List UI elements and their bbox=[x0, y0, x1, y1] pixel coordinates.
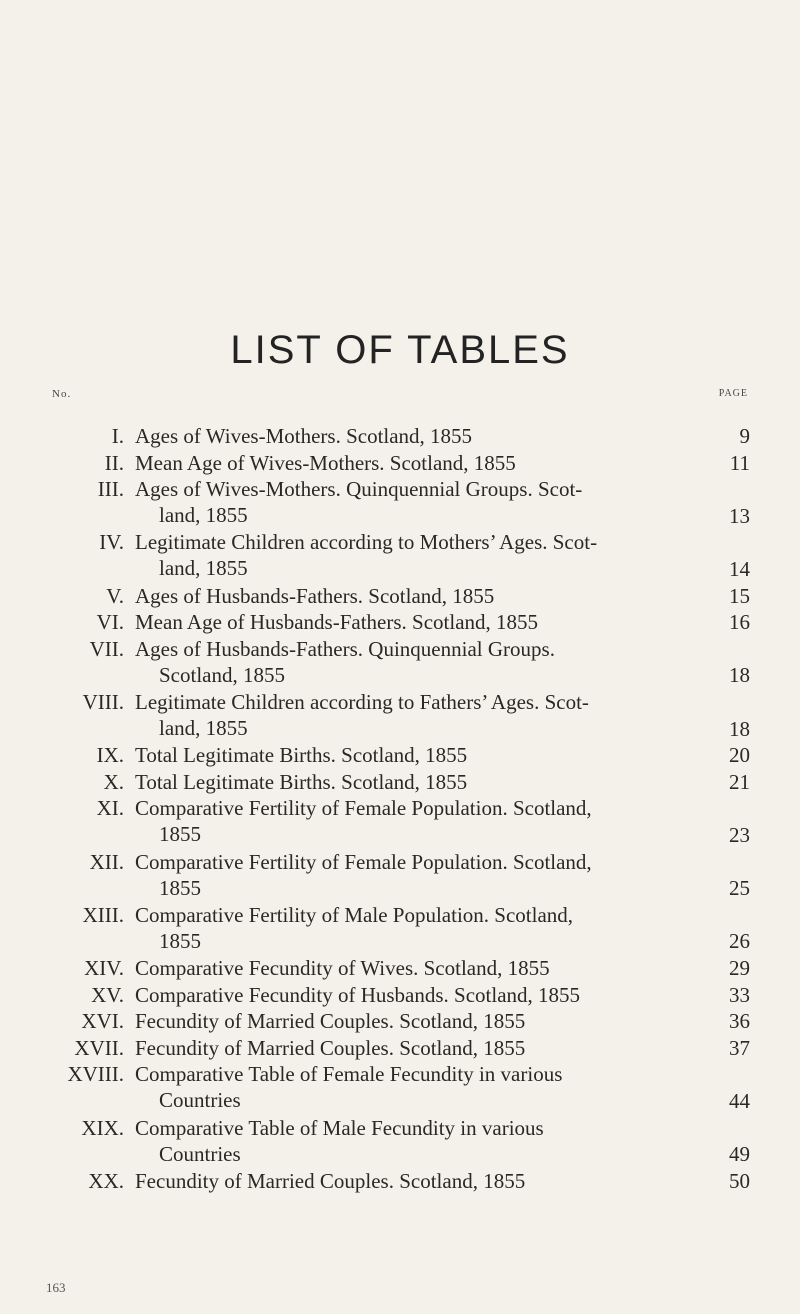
page-number: 21 bbox=[729, 769, 750, 794]
table-title bbox=[135, 1035, 650, 1061]
page-number: 16 bbox=[729, 610, 750, 635]
page-number: 29 bbox=[729, 956, 750, 980]
page-number: 15 bbox=[729, 583, 750, 608]
table-title-line: Mean Age of Wives-Mothers. Scotland, 1855 bbox=[135, 450, 516, 475]
column-header-number: No. bbox=[52, 388, 72, 400]
table-title-line: Legitimate Children according to Fathers’ Ages. Scot- bbox=[135, 690, 589, 714]
page-number: 50 bbox=[729, 1168, 750, 1193]
table-title-line: Ages of Wives-Mothers. Scotland, 1855 bbox=[135, 424, 473, 448]
page-number: 44 bbox=[729, 1088, 750, 1113]
table-number: XII. bbox=[89, 849, 124, 874]
table-number: XVIII. bbox=[67, 1062, 124, 1087]
table-title bbox=[135, 982, 650, 1008]
page-number: 49 bbox=[729, 1142, 750, 1167]
table-number: V. bbox=[106, 583, 124, 608]
table-number: XVII. bbox=[74, 1035, 124, 1060]
page-number: 37 bbox=[729, 1035, 750, 1060]
table-number: XX. bbox=[88, 1168, 124, 1193]
table-title-line: Total Legitimate Births. Scotland, 1855 bbox=[135, 769, 468, 794]
table-title bbox=[135, 902, 650, 954]
table-title-line: Comparative Fertility of Male Population. Scotland, bbox=[135, 902, 574, 927]
footer-number: 163 bbox=[46, 1280, 66, 1295]
table-title-continuation: Countries bbox=[159, 1088, 241, 1113]
table-number: X. bbox=[103, 769, 124, 794]
table-title-line: Comparative Table of Male Fecundity in various bbox=[135, 1115, 544, 1140]
page-number: 33 bbox=[729, 982, 750, 1007]
table-title-line: Legitimate Children according to Mothers’ Ages. Scot- bbox=[135, 530, 598, 555]
table-title-line: Comparative Table of Female Fecundity in various bbox=[135, 1062, 563, 1087]
table-title bbox=[135, 742, 650, 768]
table-title bbox=[135, 529, 650, 581]
table-title-line: Comparative Fecundity of Wives. Scotland, 1855 bbox=[135, 956, 550, 980]
table-number: IX. bbox=[96, 743, 124, 768]
table-title-line: Comparative Fecundity of Husbands. Scotland, 1855 bbox=[135, 982, 581, 1007]
table-title bbox=[135, 955, 650, 981]
table-title-continuation: land, 1855 bbox=[159, 503, 248, 528]
table-title bbox=[135, 583, 650, 609]
table-title bbox=[135, 1168, 650, 1194]
table-number: XI. bbox=[96, 796, 124, 821]
table-title-line: Fecundity of Married Couples. Scotland, 1855 bbox=[135, 1035, 526, 1060]
table-title bbox=[135, 476, 650, 528]
table-title-continuation: 1855 bbox=[159, 875, 201, 900]
table-title bbox=[135, 849, 650, 901]
table-title-continuation: land, 1855 bbox=[159, 716, 248, 740]
table-title-line: Comparative Fertility of Female Population. Scotland, bbox=[135, 849, 592, 874]
table-number: VII. bbox=[89, 636, 124, 661]
table-title bbox=[135, 1061, 650, 1113]
table-title bbox=[135, 423, 650, 449]
page-number: 14 bbox=[729, 556, 750, 581]
table-title-line: Comparative Fertility of Female Population. Scotland, bbox=[135, 796, 592, 821]
table-title-line: Mean Age of Husbands-Fathers. Scotland, 1855 bbox=[135, 610, 539, 635]
table-title bbox=[135, 450, 650, 476]
table-number: XIII. bbox=[82, 902, 124, 927]
table-title-continuation: Scotland, 1855 bbox=[159, 662, 285, 687]
page-number: 25 bbox=[729, 876, 750, 901]
page-number: 23 bbox=[729, 822, 750, 847]
table-title bbox=[135, 795, 650, 847]
table-title-continuation: land, 1855 bbox=[159, 556, 248, 581]
page-number: 13 bbox=[729, 503, 750, 528]
table-number: VI. bbox=[96, 610, 124, 635]
table-title bbox=[135, 636, 650, 688]
table-title-line: Fecundity of Married Couples. Scotland, 1855 bbox=[135, 1009, 526, 1034]
page-number: 26 bbox=[729, 929, 750, 954]
page-number: 20 bbox=[729, 743, 750, 768]
table-number: XV. bbox=[91, 982, 124, 1007]
table-title bbox=[135, 769, 650, 795]
table-number: XIV. bbox=[84, 956, 124, 980]
table-title-continuation: 1855 bbox=[159, 928, 201, 953]
table-number: III. bbox=[97, 477, 124, 502]
page-number: 9 bbox=[739, 424, 750, 448]
table-title-line: Total Legitimate Births. Scotland, 1855 bbox=[135, 743, 468, 768]
page-title: LIST OF TABLES bbox=[230, 328, 570, 372]
table-number: XVI. bbox=[81, 1009, 124, 1034]
page-number: 11 bbox=[729, 450, 750, 475]
page-number: 18 bbox=[729, 716, 750, 741]
table-number: IV. bbox=[99, 530, 124, 555]
table-title-line: Ages of Husbands-Fathers. Scotland, 1855 bbox=[135, 583, 495, 608]
table-title-line: Ages of Husbands-Fathers. Quinquennial Groups. bbox=[135, 636, 555, 661]
table-number: II. bbox=[104, 450, 124, 475]
table-title-line: Ages of Wives-Mothers. Quinquennial Groups. Scot- bbox=[135, 477, 583, 502]
table-title-line: Fecundity of Married Couples. Scotland, 1855 bbox=[135, 1168, 526, 1193]
table-number: VIII. bbox=[82, 690, 124, 714]
table-title bbox=[135, 609, 650, 635]
table-title-continuation: 1855 bbox=[159, 822, 201, 847]
column-header-page: PAGE bbox=[718, 388, 748, 399]
table-title-continuation: Countries bbox=[159, 1141, 241, 1166]
page-number: 18 bbox=[729, 663, 750, 688]
table-number: I. bbox=[111, 424, 124, 448]
page-number: 36 bbox=[729, 1009, 750, 1034]
table-title bbox=[135, 689, 650, 741]
table-title bbox=[135, 1008, 650, 1034]
table-title bbox=[135, 1115, 650, 1167]
table-number: XIX. bbox=[81, 1115, 124, 1140]
